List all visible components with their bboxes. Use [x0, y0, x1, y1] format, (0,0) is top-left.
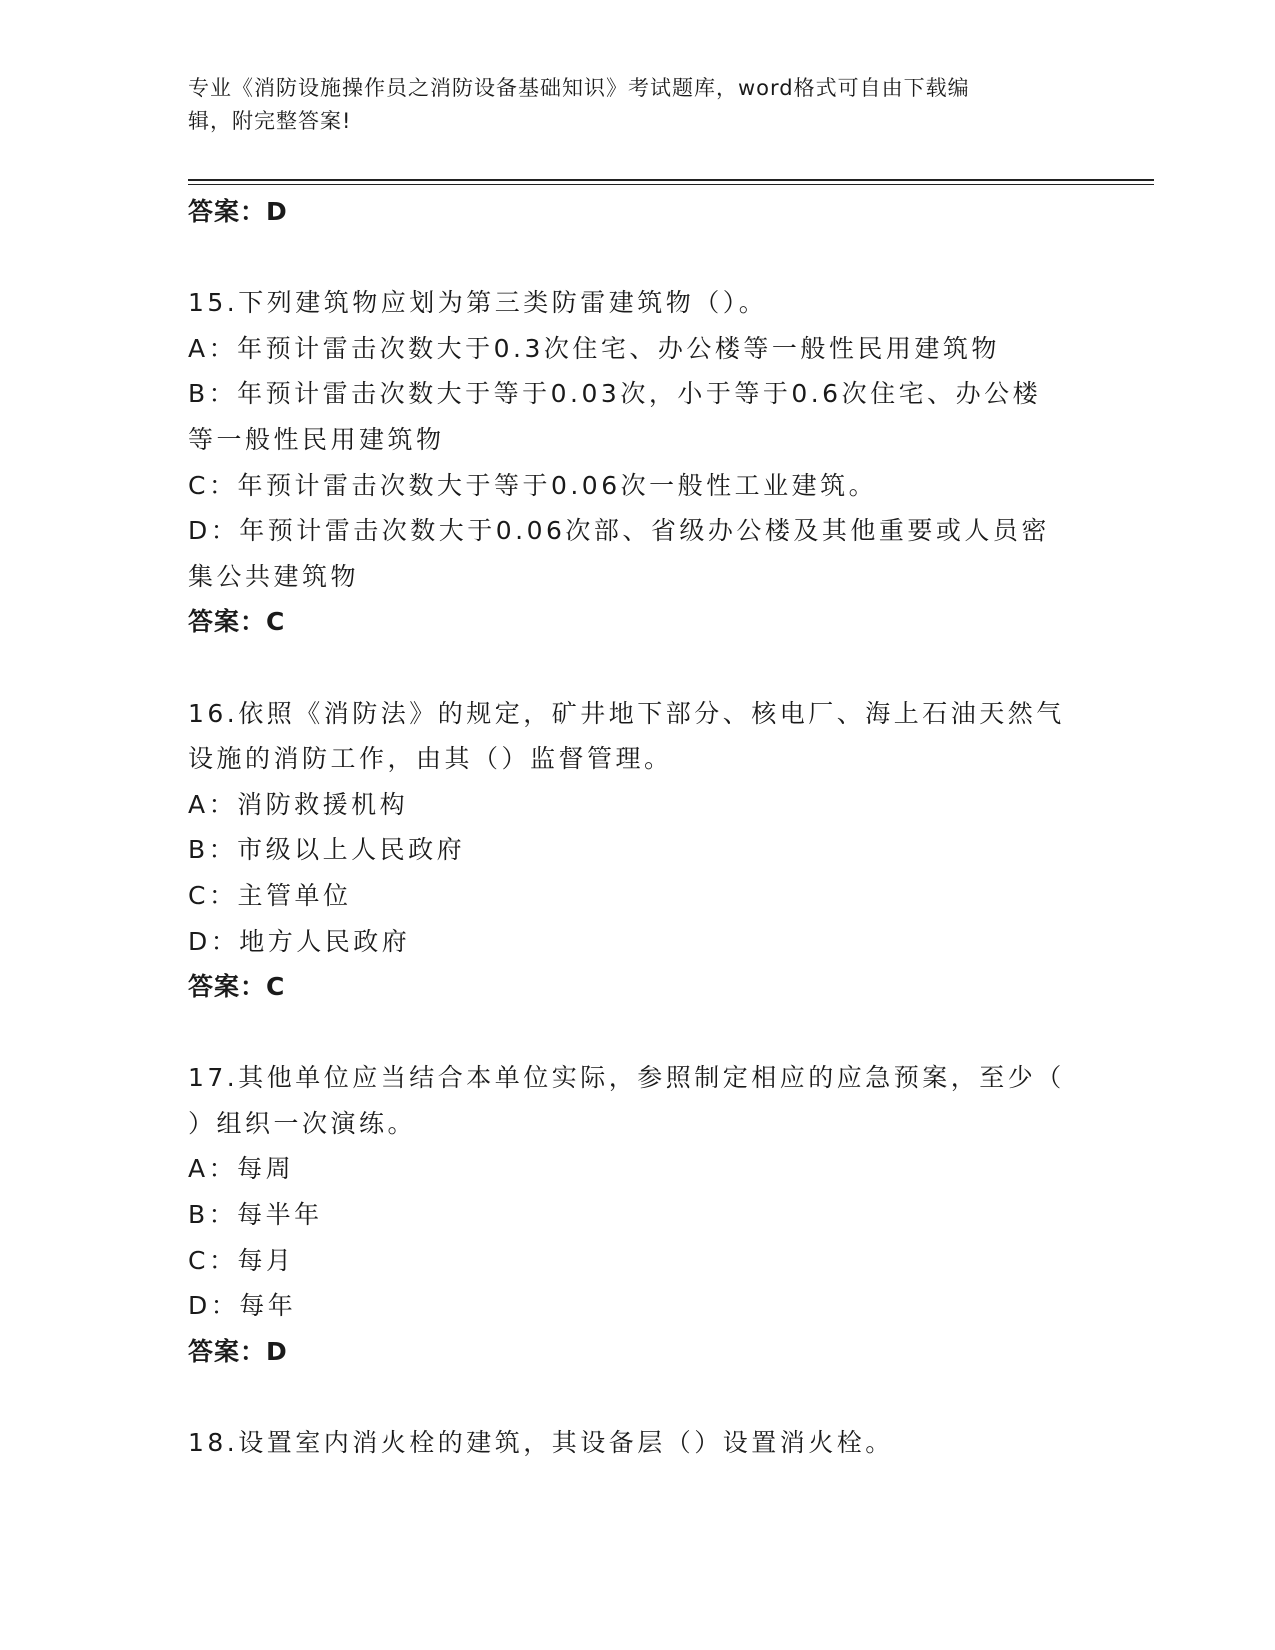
option-c: C：年预计雷击次数大于等于0.06次一般性工业建筑。: [188, 470, 878, 500]
option-b-continued: 等一般性民用建筑物: [188, 424, 445, 454]
header-line: 辑，附完整答案!: [188, 109, 352, 133]
spacer: [188, 235, 1088, 281]
question-text-continued: ）组织一次演练。: [188, 1108, 417, 1138]
spacer: [188, 1374, 1088, 1420]
header-divider-thick: [188, 179, 1154, 181]
option-a: A：消防救援机构: [188, 789, 409, 819]
question-item: [188, 691, 1088, 1010]
question-text-continued: 设施的消防工作，由其（）监督管理。: [188, 744, 673, 774]
option-c: C：每月: [188, 1245, 295, 1275]
option-b: B：市级以上人民政府: [188, 835, 466, 865]
question-item: [188, 1055, 1088, 1374]
spacer: [188, 645, 1088, 691]
spacer: [188, 1010, 1088, 1056]
option-d: D：地方人民政府: [188, 926, 411, 956]
option-a: A：年预计雷击次数大于0.3次住宅、办公楼等一般性民用建筑物: [188, 333, 1000, 363]
option-d: D：年预计雷击次数大于0.06次部、省级办公楼及其他重要或人员密: [188, 516, 1050, 546]
option-d-continued: 集公共建筑物: [188, 561, 360, 591]
header-line: 专业《消防设施操作员之消防设备基础知识》考试题库，word格式可自由下载编: [188, 76, 970, 100]
question-text: 16.依照《消防法》的规定，矿井地下部分、核电厂、海上石油天然气: [188, 698, 1065, 728]
question-list: [188, 189, 1088, 1466]
question-item: [188, 1420, 1088, 1466]
question-text: 18.设置室内消火栓的建筑，其设备层（）设置消火栓。: [188, 1428, 894, 1458]
page-header: [188, 72, 1068, 138]
answer-line: 答案：D: [188, 1336, 288, 1366]
header-divider-thin: [188, 184, 1154, 185]
option-b: B：每半年: [188, 1200, 323, 1230]
answer-line: 答案：D: [188, 197, 288, 226]
option-c: C：主管单位: [188, 880, 352, 910]
option-d: D：每年: [188, 1291, 297, 1321]
option-b: B：年预计雷击次数大于等于0.03次，小于等于0.6次住宅、办公楼: [188, 379, 1042, 409]
answer-line: 答案：C: [188, 972, 286, 1002]
question-text: 17.其他单位应当结合本单位实际，参照制定相应的应急预案，至少（: [188, 1063, 1065, 1093]
option-a: A：每周: [188, 1154, 295, 1184]
answer-line: 答案：C: [188, 607, 286, 637]
question-text: 15.下列建筑物应划为第三类防雷建筑物（）。: [188, 288, 768, 318]
question-item: [188, 280, 1088, 645]
